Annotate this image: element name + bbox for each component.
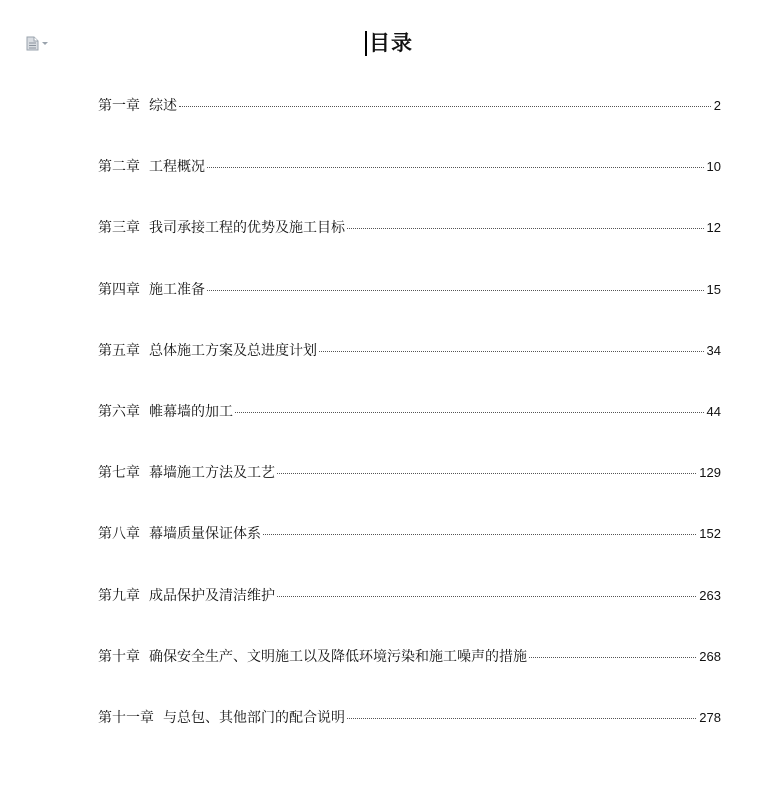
toc-dot-leader [235,412,704,413]
toc-chapter-title: 施工准备 [149,281,205,298]
toc-chapter-title: 与总包、其他部门的配合说明 [163,709,345,726]
toc-dot-leader [179,106,711,107]
toc-chapter-number: 第五章 [98,342,140,359]
toc-chapter-title: 帷幕墙的加工 [149,403,233,420]
toc-dot-leader [319,351,704,352]
toc-chapter-title: 幕墙质量保证体系 [149,526,261,543]
toc-chapter-number: 第三章 [98,220,140,237]
toc-chapter-title: 总体施工方案及总进度计划 [149,342,317,359]
toc-chapter-number: 第四章 [98,281,140,298]
toc-chapter-number: 第六章 [98,403,140,420]
toc-chapter-title: 成品保护及清洁维护 [149,587,275,604]
toc-chapter-number: 第七章 [98,465,140,482]
toc-page-number: 10 [706,159,721,175]
toc-page-number: 268 [699,648,721,664]
toc-entry-3[interactable] [98,217,721,278]
toc-chapter-number: 第十章 [98,648,140,665]
toc-page-number: 2 [713,98,721,113]
toc-page-number: 152 [699,526,721,542]
page-title[interactable] [367,30,413,56]
toc-dot-leader [207,290,704,291]
toc-chapter-number: 第一章 [98,98,140,114]
toc-entry-7[interactable] [98,462,721,523]
toc-dot-leader [277,473,696,474]
title-container [0,30,780,56]
toc-chapter-number: 第十一章 [98,709,154,726]
toc-page-number: 263 [699,587,721,603]
toc-entry-6[interactable] [98,401,721,462]
toc-page-number: 34 [706,342,721,358]
toc-dot-leader [263,534,696,535]
toc-entry-2[interactable] [98,156,721,217]
toc-dot-leader [277,596,696,597]
toc-page-number: 15 [706,281,721,297]
toc-chapter-title: 确保安全生产、文明施工以及降低环境污染和施工噪声的措施 [149,648,527,665]
toc-entry-1[interactable] [98,95,721,156]
toc-page-number: 44 [706,403,721,419]
toc-dot-leader [347,228,704,229]
toc-chapter-number: 第九章 [98,587,140,604]
toc-chapter-title: 幕墙施工方法及工艺 [149,465,275,482]
toc-entry-5[interactable] [98,340,721,401]
toc-dot-leader [347,718,696,719]
toc-entry-10[interactable] [98,646,721,707]
text-cursor [365,31,367,56]
toc-chapter-title: 工程概况 [149,159,205,176]
toc-page-number: 12 [706,220,721,236]
toc-entry-4[interactable] [98,279,721,340]
toc-page-number: 278 [699,709,721,725]
toc-page-number: 129 [699,465,721,481]
toc-entry-8[interactable] [98,523,721,584]
toc-chapter-number: 第八章 [98,526,140,543]
toc-entry-9[interactable] [98,585,721,646]
toc-chapter-title: 综述 [149,98,177,114]
toc-entry-11[interactable] [98,707,721,768]
toc-dot-leader [529,657,696,658]
page-title-text: 目录 [369,31,413,55]
toc-chapter-number: 第二章 [98,159,140,176]
toc-chapter-title: 我司承接工程的优势及施工目标 [149,220,345,237]
table-of-contents [98,95,721,768]
toc-dot-leader [207,167,704,168]
